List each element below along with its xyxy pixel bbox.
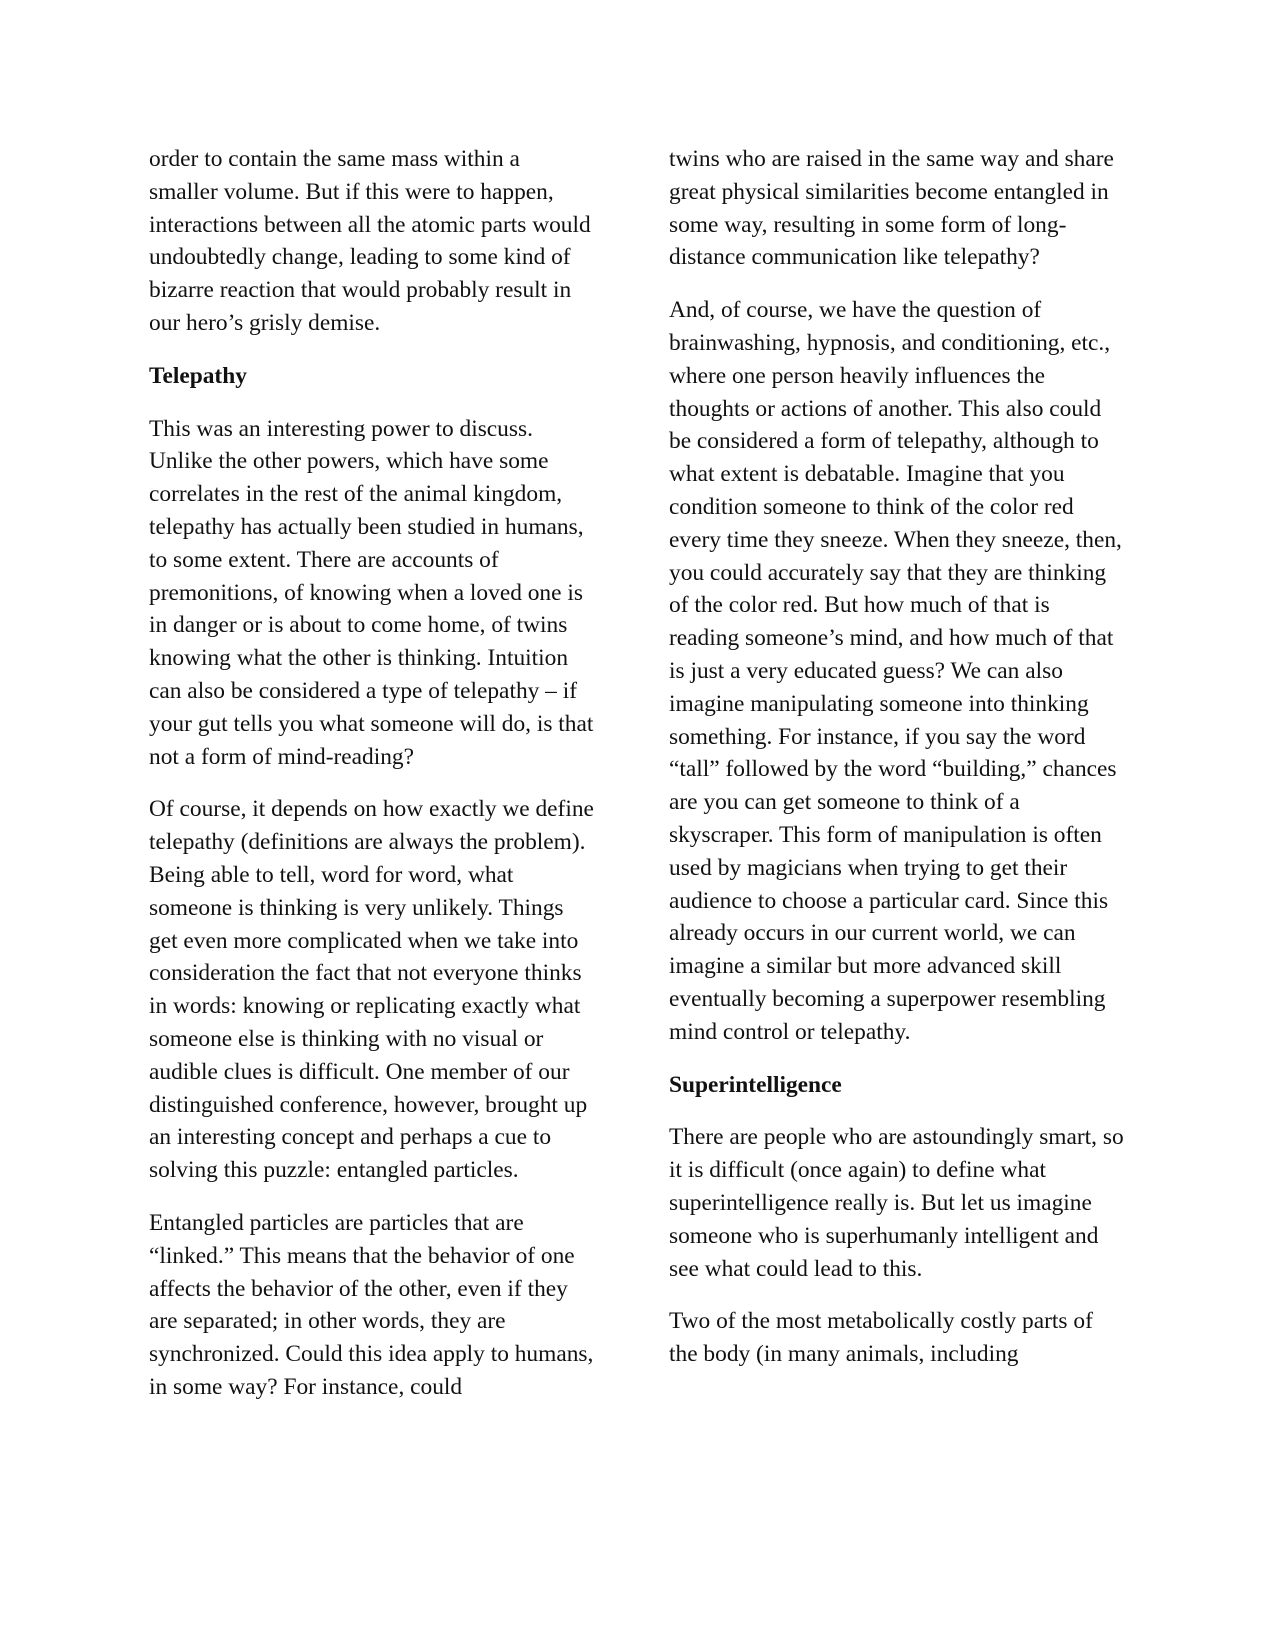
paragraph-superintelligence-intro: There are people who are astoundingly smart, so it is difficult (once again) to define what superintelligence really is. But let us imagine someone who is superhumanly intelligent and see what could lead to this. [669, 1124, 1124, 1282]
paragraph-brainwashing: And, of course, we have the question of brainwashing, hypnosis, and conditioning, etc., where one person heavily influences the thoughts or actions of another. This also could be considered a form of telepathy, although to what extent is debatable. Imagine that you condition someone to think of the color red every time they sneeze. When they sneeze, then, you could accurately say that they are thinking of the color red. But how much of that is reading someone’s mind, and how much of that is just a very educated guess? We can also imagine manipulating someone into thinking something. For instance, if you say the word “tall” followed by the word “building,” chances are you can get someone to think of a skyscraper. This form of manipulation is often used by magicians when trying to get their audience to choose a particular card. Since this already occurs in our current world, we can imagine a similar but more advanced skill eventually becoming a superpower resembling mind control or telepathy. [669, 297, 1122, 1045]
heading-superintelligence: Superintelligence [669, 1071, 842, 1098]
paragraph-telepathy-definition: Of course, it depends on how exactly we define telepathy (definitions are always the problem). Being able to tell, word for word, what someone is thinking is very unlikely. Things get even more complicated when we take into consideration the fact that not everyone thinks in words: knowing or replicating exactly what someone else is thinking with no visual or audible clues is difficult. One member of our distinguished conference, however, brought up an interesting concept and perhaps a cue to solving this puzzle: entangled particles. [149, 796, 594, 1184]
paragraph-mass-volume: order to contain the same mass within a smaller volume. But if this were to happen, interactions between all the atomic parts would undoubtedly change, leading to some kind of bizarre reaction that would probably result in our hero’s grisly demise. [149, 146, 591, 336]
paragraph-metabolic-cost: Two of the most metabolically costly parts of the body (in many animals, including [669, 1308, 1093, 1368]
heading-telepathy: Telepathy [149, 362, 247, 389]
paragraph-telepathy-intro: This was an interesting power to discuss. Unlike the other powers, which have some correlates in the rest of the animal kingdom, telepathy has actually been studied in humans, to some extent. There are accounts of premonitions, of knowing when a loved one is in danger or is about to come home, of twins knowing what the other is thinking. Intuition can also be considered a type of telepathy – if your gut tells you what someone will do, is that not a form of mind-reading? [149, 415, 594, 770]
left-column [149, 143, 594, 1424]
right-column [669, 143, 1124, 1391]
paragraph-entangled-particles: Entangled particles are particles that are “linked.” This means that the behavior of one affects the behavior of the other, even if they are separated; in other words, they are synchronized. Could this idea apply to humans, in some way? For instance, could [149, 1209, 594, 1400]
paragraph-twins-entangled: twins who are raised in the same way and share great physical similarities become entangled in some way, resulting in some form of long-distance communication like telepathy? [669, 146, 1114, 271]
